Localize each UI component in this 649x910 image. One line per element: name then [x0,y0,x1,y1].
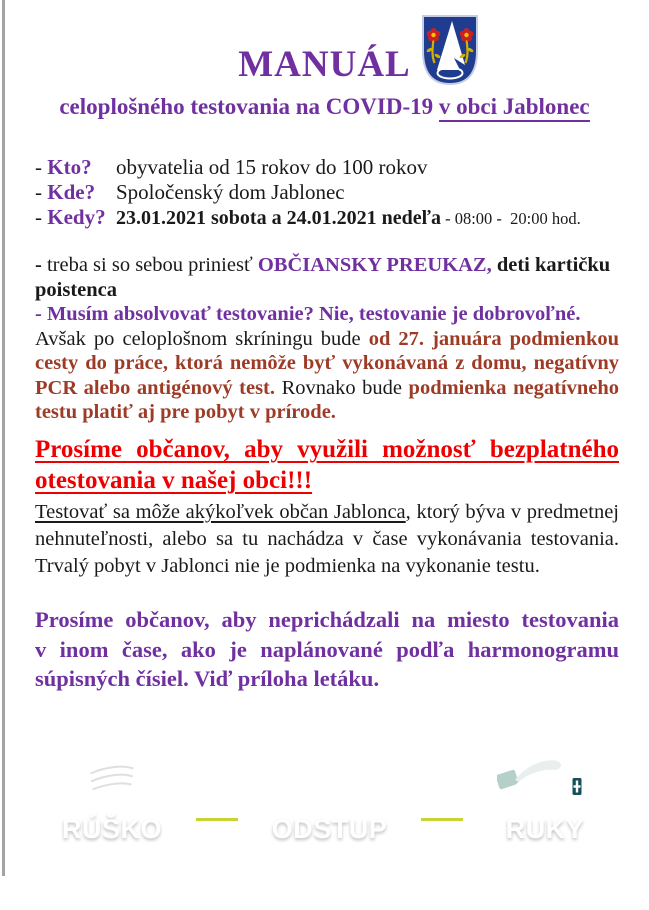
dash: - [35,180,48,204]
dash: - [35,155,48,179]
qa-label-where [35,180,116,205]
page-title: MANUÁL [238,44,411,85]
eligibility-rest-text: , ktorý býva v predmetnej nehnuteľnosti, alebo sa tu nachádza v čase vykonávania testovania. Trvalý pobyt v Jablonci nie je podmienka na vykonanie testu. [35,501,619,577]
test-hours: - 08:00 - 20:00 hod. [440,209,581,228]
screening-warning-1: od 27. januára podmienkou cesty do práce, ktorá nemôže byť vykonávaná z domu, negatívny PCR alebo antigénový test. [35,327,619,399]
hand-hygiene-icon [497,738,593,810]
page-subtitle [0,93,649,121]
banner-item-mask [62,738,162,843]
screening-warning-2: podmienka negatívneho testu platiť aj pre pobyt v prírode. [35,376,619,423]
qa-value-who: obyvatelia od 15 rokov do 100 rokov [116,155,428,179]
qa-row-where [35,180,619,205]
qa-row-when [35,205,619,231]
appeal-heading [35,434,619,496]
banner-item-distance [272,738,388,843]
dash: - [35,254,47,276]
qa-value-when [116,205,581,231]
separator-dash [196,818,238,821]
bring-plain-text: treba si so sebou priniesť [46,254,258,276]
qa-row-who [35,155,619,180]
screening-plain-1: Avšak po celoplošnom skríningu bude [35,327,369,350]
test-dates: 23.01.2021 sobota a 24.01.2021 nedeľa [116,207,441,229]
page-edge-line [2,0,5,876]
qa-list [35,155,619,231]
distance-2m-label: 2m [317,774,342,791]
schedule-line-1: Prosíme občanov, aby neprichádzali na miesto testovania [35,607,619,632]
body-text [35,253,619,425]
qa-question: Kedy? [47,205,106,229]
banner-label-rusko: RÚŠKO [62,814,163,844]
health-measures-banner [36,729,619,853]
qa-label-who [35,155,116,180]
qa-question: Kto? [47,155,92,179]
appeal-line-1: Prosíme občanov, aby využili možnosť bezplatného [35,436,619,463]
qa-question: Kde? [47,180,96,204]
separator-dash [421,818,463,821]
paragraph-bring [35,253,619,302]
subtitle-underlined-text: v obci Jablonec [439,94,590,122]
banner-label-ruky: RUKY [505,814,585,844]
paragraph-screening [35,327,619,425]
schedule-line-2: v inom čase, ako je naplánované podľa harmonogramu [35,636,619,662]
dash: - [35,205,48,229]
subtitle-text: celoplošného testovania na COVID-19 [59,94,439,119]
banner-item-hands [497,738,593,843]
bring-bold-text: deti kartičku poistenca [35,254,611,301]
paragraph-voluntary: - Musím absolvovať testovanie? Nie, testovanie je dobrovoľné. [35,303,581,325]
id-card-highlight: OBČIANSKY PREUKAZ, [257,254,492,276]
schedule-line-3: súpisných čísiel. Viď príloha letáku. [35,666,380,691]
qa-value-where: Spoločenský dom Jablonec [116,180,345,204]
banner-label-odstup: ODSTUP [271,814,388,844]
screening-plain-2: Rovnako bude [275,376,409,399]
eligibility-underlined-text: Testovať sa môže akýkoľvek občan Jablonca [35,501,406,523]
appeal-line-2: otestovania v našej obci!!! [35,467,313,494]
paragraph-eligibility [35,499,619,580]
physical-distance-icon [273,738,385,810]
paragraph-schedule [35,605,619,694]
face-mask-icon [70,738,154,810]
qa-label-when [35,205,116,230]
